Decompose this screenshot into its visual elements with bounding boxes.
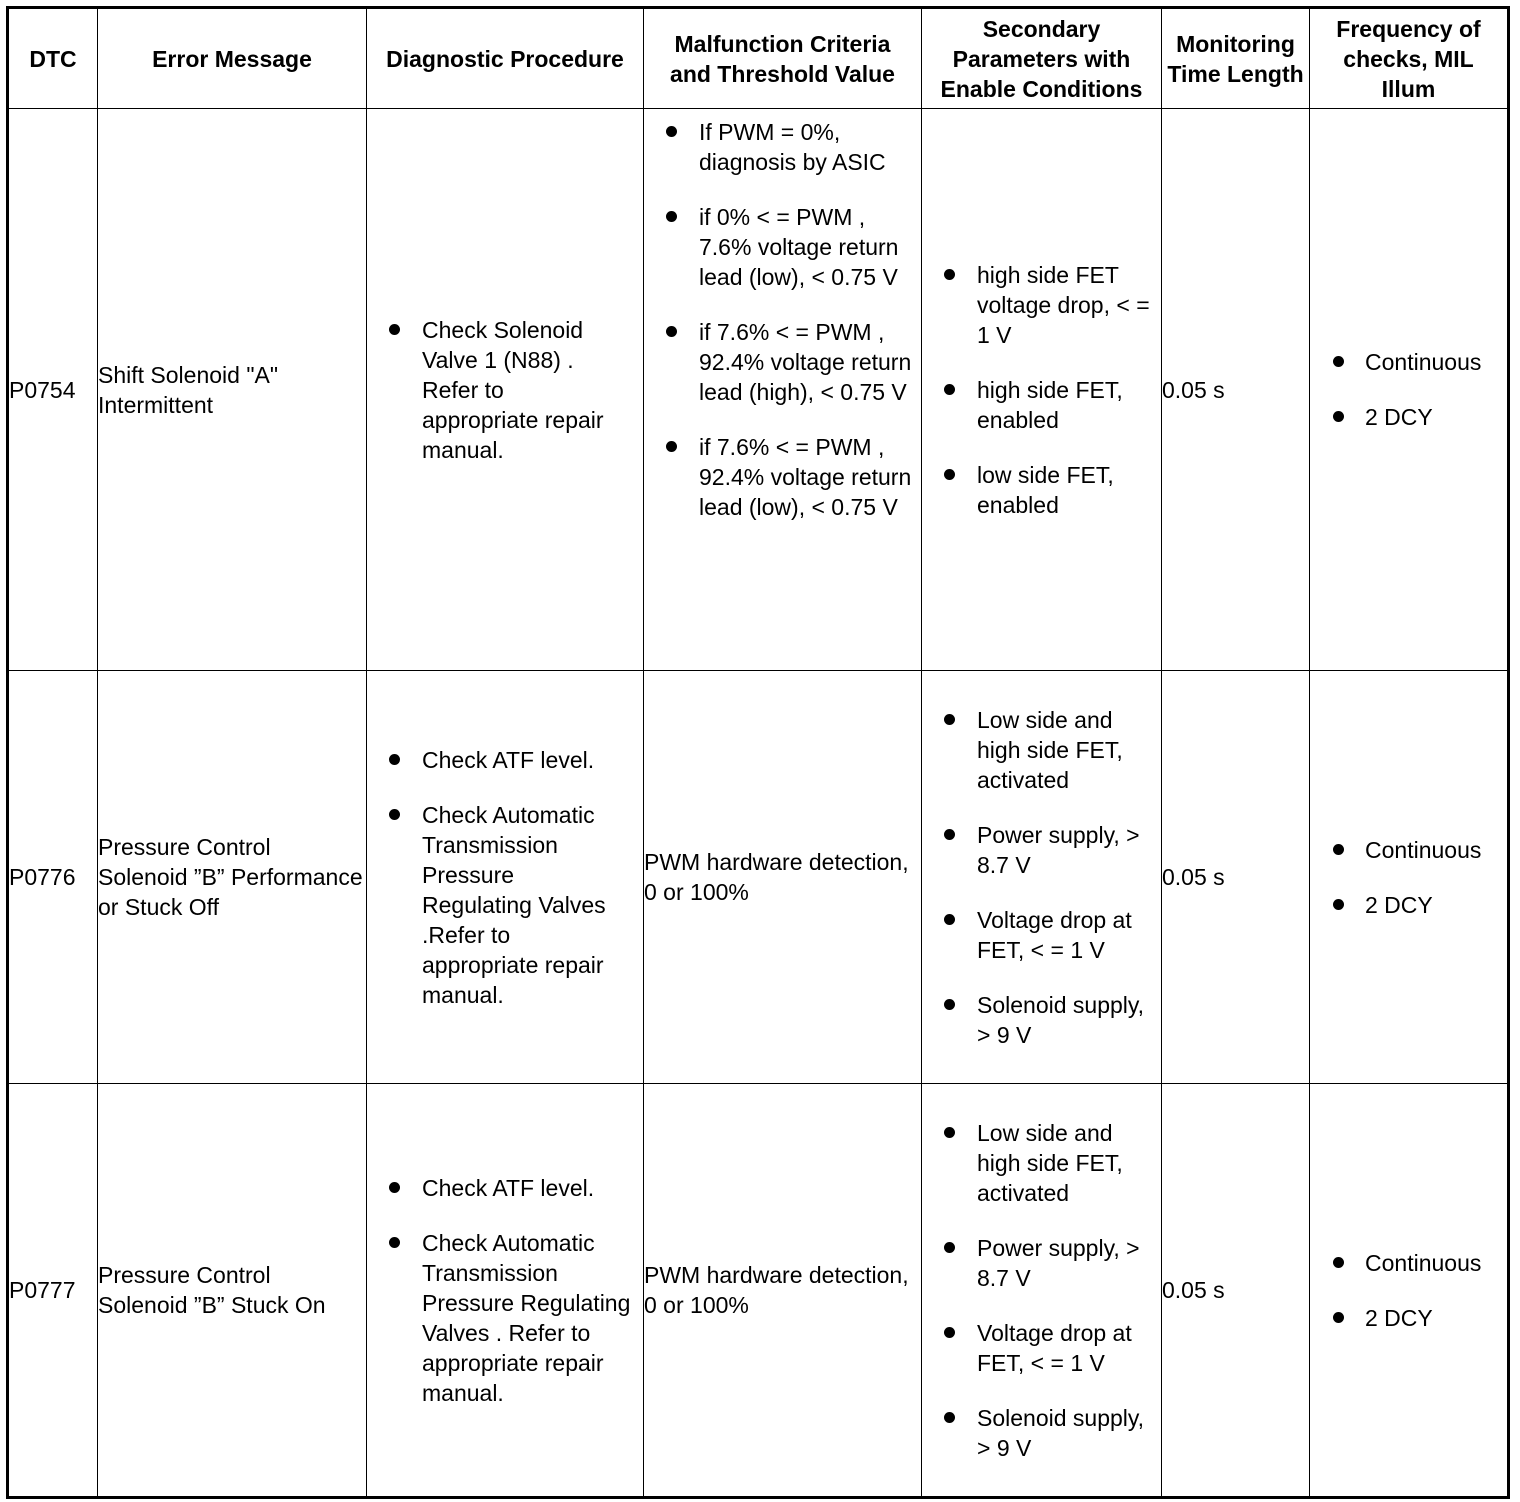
criteria-item: If PWM = 0%, diagnosis by ASIC — [644, 117, 915, 177]
malfunction-criteria — [644, 109, 922, 671]
dtc-code: P0776 — [8, 671, 98, 1084]
procedure-item: Check ATF level. — [367, 745, 629, 775]
procedure-item: Check ATF level. — [367, 1173, 639, 1203]
secondary-item: low side FET, enabled — [922, 460, 1155, 520]
secondary-item: high side FET voltage drop, < = 1 V — [922, 260, 1155, 350]
table-row — [8, 109, 1509, 671]
frequency-item: 2 DCY — [1310, 1303, 1507, 1333]
frequency-item: Continuous — [1310, 835, 1507, 865]
header-error-message: Error Message — [98, 8, 367, 109]
secondary-parameters — [922, 1084, 1162, 1498]
diagnostic-procedure — [367, 109, 644, 671]
secondary-item: Voltage drop at FET, < = 1 V — [922, 905, 1155, 965]
error-message: Pressure Control Solenoid ”B” Stuck On — [98, 1084, 367, 1498]
frequency-item: 2 DCY — [1310, 402, 1507, 432]
frequency-item: Continuous — [1310, 1248, 1507, 1278]
secondary-item: Solenoid supply, > 9 V — [922, 1403, 1155, 1463]
frequency-item: Continuous — [1310, 347, 1507, 377]
header-diagnostic-procedure: Diagnostic Procedure — [367, 8, 644, 109]
criteria-item: if 0% < = PWM , 7.6% voltage return lead (low), < 0.75 V — [644, 202, 915, 292]
header-row — [8, 8, 1509, 109]
secondary-item: Power supply, > 8.7 V — [922, 1233, 1155, 1293]
criteria-item: if 7.6% < = PWM , 92.4% voltage return lead (high), < 0.75 V — [644, 317, 915, 407]
monitoring-time: 0.05 s — [1162, 1084, 1310, 1498]
frequency — [1310, 109, 1509, 671]
secondary-parameters — [922, 109, 1162, 671]
dtc-table — [6, 6, 1510, 1499]
frequency-item: 2 DCY — [1310, 890, 1507, 920]
diagnostic-procedure — [367, 1084, 644, 1498]
secondary-parameters — [922, 671, 1162, 1084]
secondary-item: Solenoid supply, > 9 V — [922, 990, 1155, 1050]
table-row — [8, 1084, 1509, 1498]
dtc-code: P0777 — [8, 1084, 98, 1498]
diagnostic-procedure — [367, 671, 644, 1084]
procedure-item: Check Automatic Transmission Pressure Regulating Valves . Refer to appropriate repair manual. — [367, 1228, 639, 1408]
secondary-item: Low side and high side FET, activated — [922, 1118, 1155, 1208]
header-malfunction-criteria: Malfunction Criteria and Threshold Value — [644, 8, 922, 109]
header-frequency: Frequency of checks, MIL Illum — [1310, 8, 1509, 109]
frequency — [1310, 1084, 1509, 1498]
header-secondary-parameters: Secondary Parameters with Enable Conditions — [922, 8, 1162, 109]
malfunction-criteria: PWM hardware detection, 0 or 100% — [644, 1084, 922, 1498]
error-message: Shift Solenoid "A" Intermittent — [98, 109, 367, 671]
malfunction-criteria: PWM hardware detection, 0 or 100% — [644, 671, 922, 1084]
procedure-item: Check Automatic Transmission Pressure Regulating Valves .Refer to appropriate repair manual. — [367, 800, 629, 1010]
monitoring-time: 0.05 s — [1162, 109, 1310, 671]
table-row — [8, 671, 1509, 1084]
secondary-item: Voltage drop at FET, < = 1 V — [922, 1318, 1155, 1378]
monitoring-time: 0.05 s — [1162, 671, 1310, 1084]
secondary-item: Power supply, > 8.7 V — [922, 820, 1155, 880]
header-monitoring-time: Monitoring Time Length — [1162, 8, 1310, 109]
secondary-item: high side FET, enabled — [922, 375, 1155, 435]
header-dtc: DTC — [8, 8, 98, 109]
frequency — [1310, 671, 1509, 1084]
dtc-code: P0754 — [8, 109, 98, 671]
error-message: Pressure Control Solenoid ”B” Performance or Stuck Off — [98, 671, 367, 1084]
criteria-item: if 7.6% < = PWM , 92.4% voltage return lead (low), < 0.75 V — [644, 432, 915, 522]
secondary-item: Low side and high side FET, activated — [922, 705, 1155, 795]
procedure-item: Check Solenoid Valve 1 (N88) . Refer to appropriate repair manual. — [367, 315, 625, 465]
